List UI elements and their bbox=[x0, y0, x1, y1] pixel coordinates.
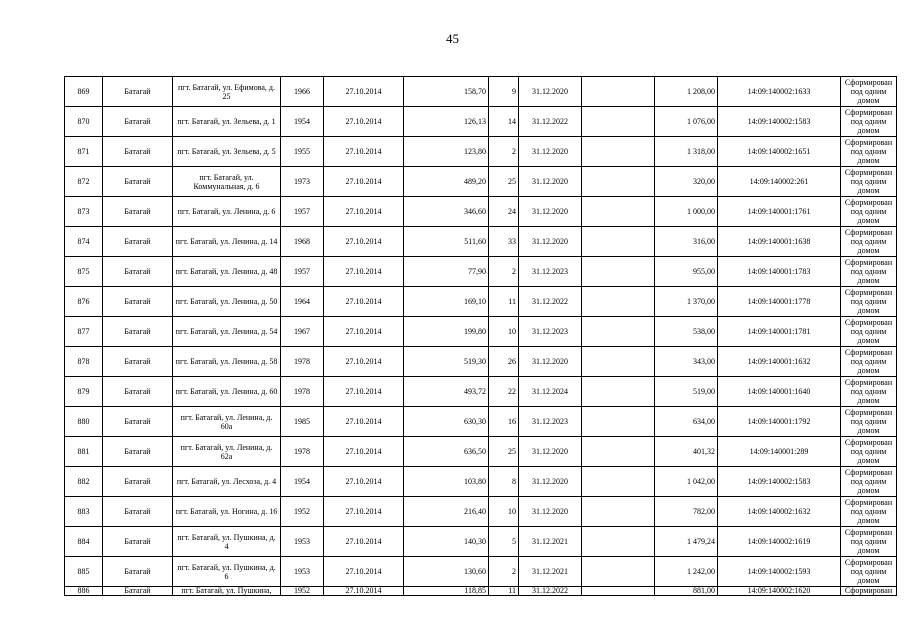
residents-count: 25 bbox=[489, 437, 519, 467]
settlement-name: Батагай bbox=[103, 557, 173, 587]
construction-year: 1968 bbox=[281, 227, 324, 257]
blank-cell bbox=[582, 467, 655, 497]
planned-date: 31.12.2022 bbox=[519, 287, 582, 317]
land-status-note: Сформирован под одним домом bbox=[841, 287, 897, 317]
row-number: 885 bbox=[65, 557, 103, 587]
table-row bbox=[65, 497, 897, 527]
blank-cell bbox=[582, 377, 655, 407]
residents-count: 5 bbox=[489, 527, 519, 557]
residents-count: 2 bbox=[489, 257, 519, 287]
land-area: 1 208,00 bbox=[655, 77, 718, 107]
living-area: 103,80 bbox=[404, 467, 489, 497]
table-row bbox=[65, 437, 897, 467]
building-address: пгт. Батагай, ул. Ногина, д. 16 bbox=[173, 497, 281, 527]
planned-date: 31.12.2020 bbox=[519, 467, 582, 497]
construction-year: 1954 bbox=[281, 107, 324, 137]
living-area: 199,80 bbox=[404, 317, 489, 347]
land-status-note: Сформирован под одним домом bbox=[841, 347, 897, 377]
residents-count: 8 bbox=[489, 467, 519, 497]
blank-cell bbox=[582, 287, 655, 317]
land-status-note: Сформирован под одним домом bbox=[841, 197, 897, 227]
living-area: 140,30 bbox=[404, 527, 489, 557]
land-area: 1 242,00 bbox=[655, 557, 718, 587]
living-area: 511,60 bbox=[404, 227, 489, 257]
blank-cell bbox=[582, 137, 655, 167]
recognition-date: 27.10.2014 bbox=[324, 437, 404, 467]
settlement-name: Батагай bbox=[103, 407, 173, 437]
building-address: пгт. Батагай, ул. Ленина, д. 60 bbox=[173, 377, 281, 407]
row-number: 870 bbox=[65, 107, 103, 137]
residents-count: 22 bbox=[489, 377, 519, 407]
table-row bbox=[65, 287, 897, 317]
recognition-date: 27.10.2014 bbox=[324, 167, 404, 197]
land-status-note: Сформирован под одним домом bbox=[841, 527, 897, 557]
planned-date: 31.12.2020 bbox=[519, 197, 582, 227]
recognition-date: 27.10.2014 bbox=[324, 197, 404, 227]
row-number: 883 bbox=[65, 497, 103, 527]
building-address: пгт. Батагай, ул. Коммунальная, д. 6 bbox=[173, 167, 281, 197]
cadastral-number: 14:09:140001:289 bbox=[718, 437, 841, 467]
recognition-date: 27.10.2014 bbox=[324, 587, 404, 596]
blank-cell bbox=[582, 497, 655, 527]
blank-cell bbox=[582, 167, 655, 197]
land-status-note: Сформирован под одним домом bbox=[841, 257, 897, 287]
blank-cell bbox=[582, 527, 655, 557]
building-address: пгт. Батагай, ул. Пушкина, д. 6 bbox=[173, 557, 281, 587]
planned-date: 31.12.2021 bbox=[519, 557, 582, 587]
table-row bbox=[65, 467, 897, 497]
building-address: пгт. Батагай, ул. Ленина, д. 14 bbox=[173, 227, 281, 257]
settlement-name: Батагай bbox=[103, 227, 173, 257]
table-body bbox=[65, 77, 897, 596]
planned-date: 31.12.2020 bbox=[519, 437, 582, 467]
land-status-note: Сформирован под одним домом bbox=[841, 137, 897, 167]
land-status-note: Сформирован под одним домом bbox=[841, 377, 897, 407]
cadastral-number: 14:09:140002:1619 bbox=[718, 527, 841, 557]
construction-year: 1978 bbox=[281, 377, 324, 407]
planned-date: 31.12.2022 bbox=[519, 107, 582, 137]
land-area: 1 479,24 bbox=[655, 527, 718, 557]
table-row bbox=[65, 137, 897, 167]
construction-year: 1952 bbox=[281, 587, 324, 596]
residents-count: 14 bbox=[489, 107, 519, 137]
cadastral-number: 14:09:140002:1632 bbox=[718, 497, 841, 527]
building-address: пгт. Батагай, ул. Ленина, д. 54 bbox=[173, 317, 281, 347]
construction-year: 1952 bbox=[281, 497, 324, 527]
settlement-name: Батагай bbox=[103, 347, 173, 377]
land-area: 538,00 bbox=[655, 317, 718, 347]
land-status-note: Сформирован под одним домом bbox=[841, 497, 897, 527]
row-number: 879 bbox=[65, 377, 103, 407]
row-number: 881 bbox=[65, 437, 103, 467]
recognition-date: 27.10.2014 bbox=[324, 347, 404, 377]
table-row bbox=[65, 317, 897, 347]
construction-year: 1954 bbox=[281, 467, 324, 497]
living-area: 130,60 bbox=[404, 557, 489, 587]
construction-year: 1957 bbox=[281, 197, 324, 227]
planned-date: 31.12.2020 bbox=[519, 497, 582, 527]
living-area: 346,60 bbox=[404, 197, 489, 227]
cadastral-number: 14:09:140002:1651 bbox=[718, 137, 841, 167]
cadastral-number: 14:09:140001:1632 bbox=[718, 347, 841, 377]
recognition-date: 27.10.2014 bbox=[324, 287, 404, 317]
settlement-name: Батагай bbox=[103, 137, 173, 167]
row-number: 877 bbox=[65, 317, 103, 347]
blank-cell bbox=[582, 317, 655, 347]
building-address: пгт. Батагай, ул. Ленина, д. 58 bbox=[173, 347, 281, 377]
building-address: пгт. Батагай, ул. Зельева, д. 1 bbox=[173, 107, 281, 137]
building-address: пгт. Батагай, ул. Ленина, д. 60а bbox=[173, 407, 281, 437]
construction-year: 1985 bbox=[281, 407, 324, 437]
building-address: пгт. Батагай, ул. Ленина, д. 50 bbox=[173, 287, 281, 317]
table-row bbox=[65, 347, 897, 377]
construction-year: 1955 bbox=[281, 137, 324, 167]
table-row bbox=[65, 377, 897, 407]
row-number: 880 bbox=[65, 407, 103, 437]
residents-count: 33 bbox=[489, 227, 519, 257]
recognition-date: 27.10.2014 bbox=[324, 107, 404, 137]
residents-count: 9 bbox=[489, 77, 519, 107]
planned-date: 31.12.2023 bbox=[519, 317, 582, 347]
cadastral-number: 14:09:140001:1640 bbox=[718, 377, 841, 407]
land-area: 1 042,00 bbox=[655, 467, 718, 497]
construction-year: 1966 bbox=[281, 77, 324, 107]
land-status-note: Сформирован под одним домом bbox=[841, 107, 897, 137]
residents-count: 24 bbox=[489, 197, 519, 227]
living-area: 126,13 bbox=[404, 107, 489, 137]
land-area: 316,00 bbox=[655, 227, 718, 257]
row-number: 872 bbox=[65, 167, 103, 197]
settlement-name: Батагай bbox=[103, 197, 173, 227]
row-number: 873 bbox=[65, 197, 103, 227]
row-number: 871 bbox=[65, 137, 103, 167]
table-row bbox=[65, 257, 897, 287]
table-row bbox=[65, 587, 897, 596]
cadastral-number: 14:09:140002:1593 bbox=[718, 557, 841, 587]
land-status-note: Сформирован под одним домом bbox=[841, 467, 897, 497]
table-row bbox=[65, 527, 897, 557]
land-status-note: Сформирован под одним домом bbox=[841, 167, 897, 197]
building-address: пгт. Батагай, ул. Ефимова, д. 25 bbox=[173, 77, 281, 107]
settlement-name: Батагай bbox=[103, 587, 173, 596]
living-area: 158,70 bbox=[404, 77, 489, 107]
planned-date: 31.12.2021 bbox=[519, 527, 582, 557]
recognition-date: 27.10.2014 bbox=[324, 497, 404, 527]
cadastral-number: 14:09:140001:1781 bbox=[718, 317, 841, 347]
row-number: 886 bbox=[65, 587, 103, 596]
planned-date: 31.12.2020 bbox=[519, 227, 582, 257]
blank-cell bbox=[582, 77, 655, 107]
cadastral-number: 14:09:140001:1783 bbox=[718, 257, 841, 287]
planned-date: 31.12.2023 bbox=[519, 257, 582, 287]
living-area: 118,85 bbox=[404, 587, 489, 596]
table-row bbox=[65, 407, 897, 437]
blank-cell bbox=[582, 557, 655, 587]
recognition-date: 27.10.2014 bbox=[324, 557, 404, 587]
construction-year: 1978 bbox=[281, 347, 324, 377]
recognition-date: 27.10.2014 bbox=[324, 527, 404, 557]
recognition-date: 27.10.2014 bbox=[324, 227, 404, 257]
land-area: 401,32 bbox=[655, 437, 718, 467]
settlement-name: Батагай bbox=[103, 437, 173, 467]
settlement-name: Батагай bbox=[103, 287, 173, 317]
table-row bbox=[65, 197, 897, 227]
settlement-name: Батагай bbox=[103, 77, 173, 107]
living-area: 636,50 bbox=[404, 437, 489, 467]
planned-date: 31.12.2024 bbox=[519, 377, 582, 407]
land-status-note: Сформирован под одним домом bbox=[841, 77, 897, 107]
living-area: 493,72 bbox=[404, 377, 489, 407]
land-area: 881,00 bbox=[655, 587, 718, 596]
table-row bbox=[65, 167, 897, 197]
blank-cell bbox=[582, 107, 655, 137]
land-area: 634,00 bbox=[655, 407, 718, 437]
living-area: 630,30 bbox=[404, 407, 489, 437]
housing-registry-table bbox=[64, 76, 897, 596]
settlement-name: Батагай bbox=[103, 467, 173, 497]
building-address: пгт. Батагай, ул. Ленина, д. 6 bbox=[173, 197, 281, 227]
recognition-date: 27.10.2014 bbox=[324, 467, 404, 497]
land-status-note: Сформирован под одним домом bbox=[841, 317, 897, 347]
recognition-date: 27.10.2014 bbox=[324, 377, 404, 407]
building-address: пгт. Батагай, ул. Лесхоза, д. 4 bbox=[173, 467, 281, 497]
residents-count: 2 bbox=[489, 137, 519, 167]
land-status-note: Сформирован bbox=[841, 587, 897, 596]
land-status-note: Сформирован под одним домом bbox=[841, 437, 897, 467]
land-status-note: Сформирован под одним домом bbox=[841, 557, 897, 587]
planned-date: 31.12.2020 bbox=[519, 137, 582, 167]
row-number: 876 bbox=[65, 287, 103, 317]
recognition-date: 27.10.2014 bbox=[324, 257, 404, 287]
living-area: 77,90 bbox=[404, 257, 489, 287]
recognition-date: 27.10.2014 bbox=[324, 407, 404, 437]
building-address: пгт. Батагай, ул. Пушкина, д. 4 bbox=[173, 527, 281, 557]
construction-year: 1978 bbox=[281, 437, 324, 467]
living-area: 519,30 bbox=[404, 347, 489, 377]
land-status-note: Сформирован под одним домом bbox=[841, 407, 897, 437]
land-area: 519,00 bbox=[655, 377, 718, 407]
land-area: 782,00 bbox=[655, 497, 718, 527]
settlement-name: Батагай bbox=[103, 167, 173, 197]
recognition-date: 27.10.2014 bbox=[324, 317, 404, 347]
cadastral-number: 14:09:140001:1792 bbox=[718, 407, 841, 437]
living-area: 216,40 bbox=[404, 497, 489, 527]
building-address: пгт. Батагай, ул. Ленина, д. 62а bbox=[173, 437, 281, 467]
building-address: пгт. Батагай, ул. Ленина, д. 48 bbox=[173, 257, 281, 287]
row-number: 875 bbox=[65, 257, 103, 287]
construction-year: 1957 bbox=[281, 257, 324, 287]
residents-count: 10 bbox=[489, 497, 519, 527]
living-area: 123,80 bbox=[404, 137, 489, 167]
table-row bbox=[65, 557, 897, 587]
residents-count: 11 bbox=[489, 287, 519, 317]
row-number: 869 bbox=[65, 77, 103, 107]
cadastral-number: 14:09:140002:261 bbox=[718, 167, 841, 197]
cadastral-number: 14:09:140002:1583 bbox=[718, 107, 841, 137]
construction-year: 1967 bbox=[281, 317, 324, 347]
row-number: 874 bbox=[65, 227, 103, 257]
table-row bbox=[65, 227, 897, 257]
living-area: 489,20 bbox=[404, 167, 489, 197]
construction-year: 1973 bbox=[281, 167, 324, 197]
row-number: 878 bbox=[65, 347, 103, 377]
settlement-name: Батагай bbox=[103, 257, 173, 287]
residents-count: 2 bbox=[489, 557, 519, 587]
page-number: 45 bbox=[446, 31, 459, 46]
table-row bbox=[65, 107, 897, 137]
cadastral-number: 14:09:140001:1778 bbox=[718, 287, 841, 317]
land-area: 955,00 bbox=[655, 257, 718, 287]
settlement-name: Батагай bbox=[103, 527, 173, 557]
land-area: 1 076,00 bbox=[655, 107, 718, 137]
blank-cell bbox=[582, 347, 655, 377]
living-area: 169,10 bbox=[404, 287, 489, 317]
recognition-date: 27.10.2014 bbox=[324, 77, 404, 107]
planned-date: 31.12.2023 bbox=[519, 407, 582, 437]
cadastral-number: 14:09:140002:1620 bbox=[718, 587, 841, 596]
cadastral-number: 14:09:140002:1633 bbox=[718, 77, 841, 107]
residents-count: 26 bbox=[489, 347, 519, 377]
planned-date: 31.12.2020 bbox=[519, 167, 582, 197]
blank-cell bbox=[582, 587, 655, 596]
land-area: 320,00 bbox=[655, 167, 718, 197]
building-address: пгт. Батагай, ул. Зельева, д. 5 bbox=[173, 137, 281, 167]
residents-count: 11 bbox=[489, 587, 519, 596]
land-area: 343,00 bbox=[655, 347, 718, 377]
building-address: пгт. Батагай, ул. Пушкина, bbox=[173, 587, 281, 596]
residents-count: 10 bbox=[489, 317, 519, 347]
cadastral-number: 14:09:140001:1761 bbox=[718, 197, 841, 227]
land-status-note: Сформирован под одним домом bbox=[841, 227, 897, 257]
blank-cell bbox=[582, 227, 655, 257]
land-area: 1 370,00 bbox=[655, 287, 718, 317]
row-number: 882 bbox=[65, 467, 103, 497]
planned-date: 31.12.2022 bbox=[519, 587, 582, 596]
table-row bbox=[65, 77, 897, 107]
construction-year: 1953 bbox=[281, 527, 324, 557]
cadastral-number: 14:09:140002:1583 bbox=[718, 467, 841, 497]
blank-cell bbox=[582, 407, 655, 437]
blank-cell bbox=[582, 197, 655, 227]
planned-date: 31.12.2020 bbox=[519, 347, 582, 377]
residents-count: 16 bbox=[489, 407, 519, 437]
settlement-name: Батагай bbox=[103, 317, 173, 347]
settlement-name: Батагай bbox=[103, 377, 173, 407]
blank-cell bbox=[582, 437, 655, 467]
row-number: 884 bbox=[65, 527, 103, 557]
settlement-name: Батагай bbox=[103, 497, 173, 527]
construction-year: 1964 bbox=[281, 287, 324, 317]
land-area: 1 000,00 bbox=[655, 197, 718, 227]
settlement-name: Батагай bbox=[103, 107, 173, 137]
residents-count: 25 bbox=[489, 167, 519, 197]
land-area: 1 318,00 bbox=[655, 137, 718, 167]
cadastral-number: 14:09:140001:1638 bbox=[718, 227, 841, 257]
construction-year: 1953 bbox=[281, 557, 324, 587]
recognition-date: 27.10.2014 bbox=[324, 137, 404, 167]
blank-cell bbox=[582, 257, 655, 287]
planned-date: 31.12.2020 bbox=[519, 77, 582, 107]
